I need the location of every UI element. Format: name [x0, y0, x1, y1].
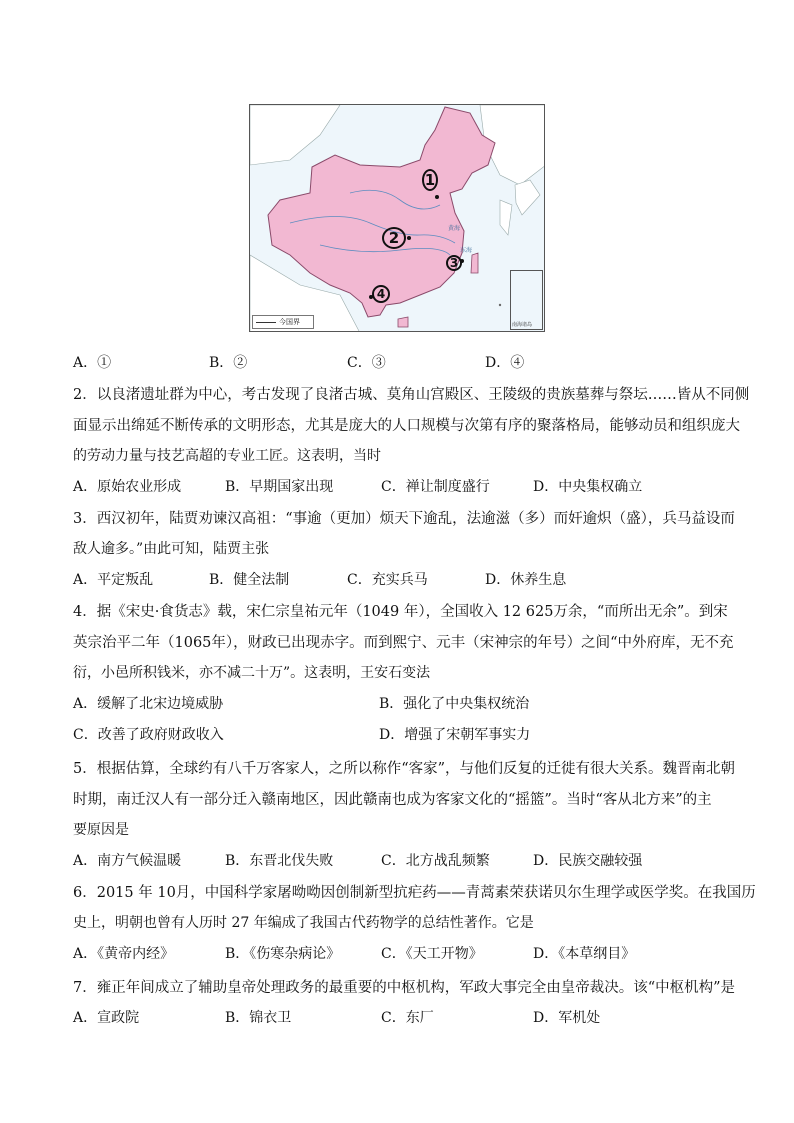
q2-option-a: A．原始农业形成	[73, 479, 182, 495]
q4-line-3: 衍，小邑所积钱米，亦不减二十万”。这表明，王安石变法	[73, 665, 431, 681]
q6-option-d: D．《本草纲目》	[533, 946, 636, 962]
marker-dot-3	[460, 259, 464, 263]
q5-option-d: D．民族交融较强	[533, 853, 643, 869]
china-map-shape	[250, 105, 545, 332]
q4-option-c: C．改善了政府财政收入	[73, 727, 224, 743]
q5-option-a: A．南方气候温暖	[73, 853, 182, 869]
map-marker-3: 3	[446, 255, 462, 271]
map-marker-4: 4	[372, 285, 390, 303]
q6-option-c: C．《天工开物》	[381, 946, 483, 962]
q3-line-1: 3．西汉初年，陆贾劝谏汉高祖：“事逾（更加）烦天下逾乱，法逾滋（多）而奸逾炽（盛），兵马益设而	[73, 511, 735, 527]
q2-option-b: B．早期国家出现	[225, 479, 334, 495]
map-marker-2: 2	[382, 227, 406, 249]
inset-label: 南海诸岛	[512, 322, 533, 328]
sea-label-yellow: 黄海	[448, 225, 461, 232]
q4-line-2: 英宗治平二年（1065年），财政已出现赤字。而到熙宁、元丰（宋神宗的年号）之间“中外府库，无不充	[73, 635, 734, 651]
q3-option-b: B．健全法制	[209, 572, 290, 588]
q5-option-b: B．东晋北伐失败	[225, 853, 334, 869]
q1-option-b: B．②	[209, 355, 248, 371]
map-legend	[252, 315, 314, 329]
q2-line-2: 面显示出绵延不断传承的文明形态，尤其是庞大的人口规模与次第有序的聚落格局，能够动员和组织庞大	[73, 418, 740, 434]
q5-line-3: 要原因是	[73, 822, 129, 838]
q5-line-2: 时期，南迁汉人有一部分迁入赣南地区，因此赣南也成为客家文化的“摇篮”。当时“客从北方来”的主	[73, 792, 712, 808]
marker-dot-1	[435, 195, 439, 199]
q6-option-b: B．《伤寒杂病论》	[225, 946, 341, 962]
q3-option-c: C．充实兵马	[347, 572, 428, 588]
q3-option-a: A．平定叛乱	[73, 572, 154, 588]
marker-dot-4	[369, 295, 373, 299]
q2-line-1: 2．以良渚遗址群为中心，考古发现了良渚古城、莫角山宫殿区、王陵级的贵族墓葬与祭坛……皆从不同侧	[73, 387, 750, 403]
south-china-sea-inset	[510, 270, 543, 330]
q3-line-2: 敌人逾多。”由此可知，陆贾主张	[73, 541, 270, 557]
q3-option-d: D．休养生息	[485, 572, 567, 588]
q4-option-a: A．缓解了北宋边境威胁	[73, 696, 224, 712]
q2-option-d: D．中央集权确立	[533, 479, 643, 495]
q5-line-1: 5．根据估算，全球约有八千万客家人，之所以称作“客家”，与他们反复的迁徙有很大关系。魏晋南北朝	[73, 761, 736, 777]
sea-label-east: 东海	[460, 247, 473, 254]
q1-option-a: A．①	[73, 355, 112, 371]
border-line-swatch	[256, 322, 276, 323]
q6-line-1: 6．2015 年 10月，中国科学家屠呦呦因创制新型抗疟药——青蒿素荣获诺贝尔生理学或医学奖。在我国历	[73, 885, 756, 901]
q7-option-b: B．锦衣卫	[225, 1010, 292, 1026]
legend-label: 今国界	[279, 318, 300, 326]
q7-option-a: A．宣政院	[73, 1010, 140, 1026]
q7-option-c: C．东厂	[381, 1010, 434, 1026]
q7-option-d: D．军机处	[533, 1010, 601, 1026]
marker-dot-2	[407, 236, 411, 240]
q7-line-1: 7．雍正年间成立了辅助皇帝处理政务的最重要的中枢机构，军政大事完全由皇帝裁决。该“中枢机构”是	[73, 980, 736, 996]
q2-line-3: 的劳动力量与技艺高超的专业工匠。这表明，当时	[73, 448, 381, 464]
q4-option-b: B．强化了中央集权统治	[379, 696, 530, 712]
q2-option-c: C．禅让制度盛行	[381, 479, 490, 495]
q5-option-c: C．北方战乱频繁	[381, 853, 490, 869]
q1-option-c: C．③	[347, 355, 386, 371]
q1-option-d: D．④	[485, 355, 525, 371]
map-marker-1: 1	[422, 169, 438, 191]
q4-line-1: 4．据《宋史·食货志》载，宋仁宗皇祐元年（1049 年），全国收入 12 625万余，“而所出无余”。到宋	[73, 604, 728, 620]
q4-option-d: D．增强了宋朝军事实力	[379, 727, 531, 743]
q6-option-a: A．《黄帝内经》	[73, 946, 175, 962]
china-map-figure	[249, 104, 545, 332]
q6-line-2: 史上，明朝也曾有人历时 27 年编成了我国古代药物学的总结性著作。它是	[73, 915, 534, 931]
